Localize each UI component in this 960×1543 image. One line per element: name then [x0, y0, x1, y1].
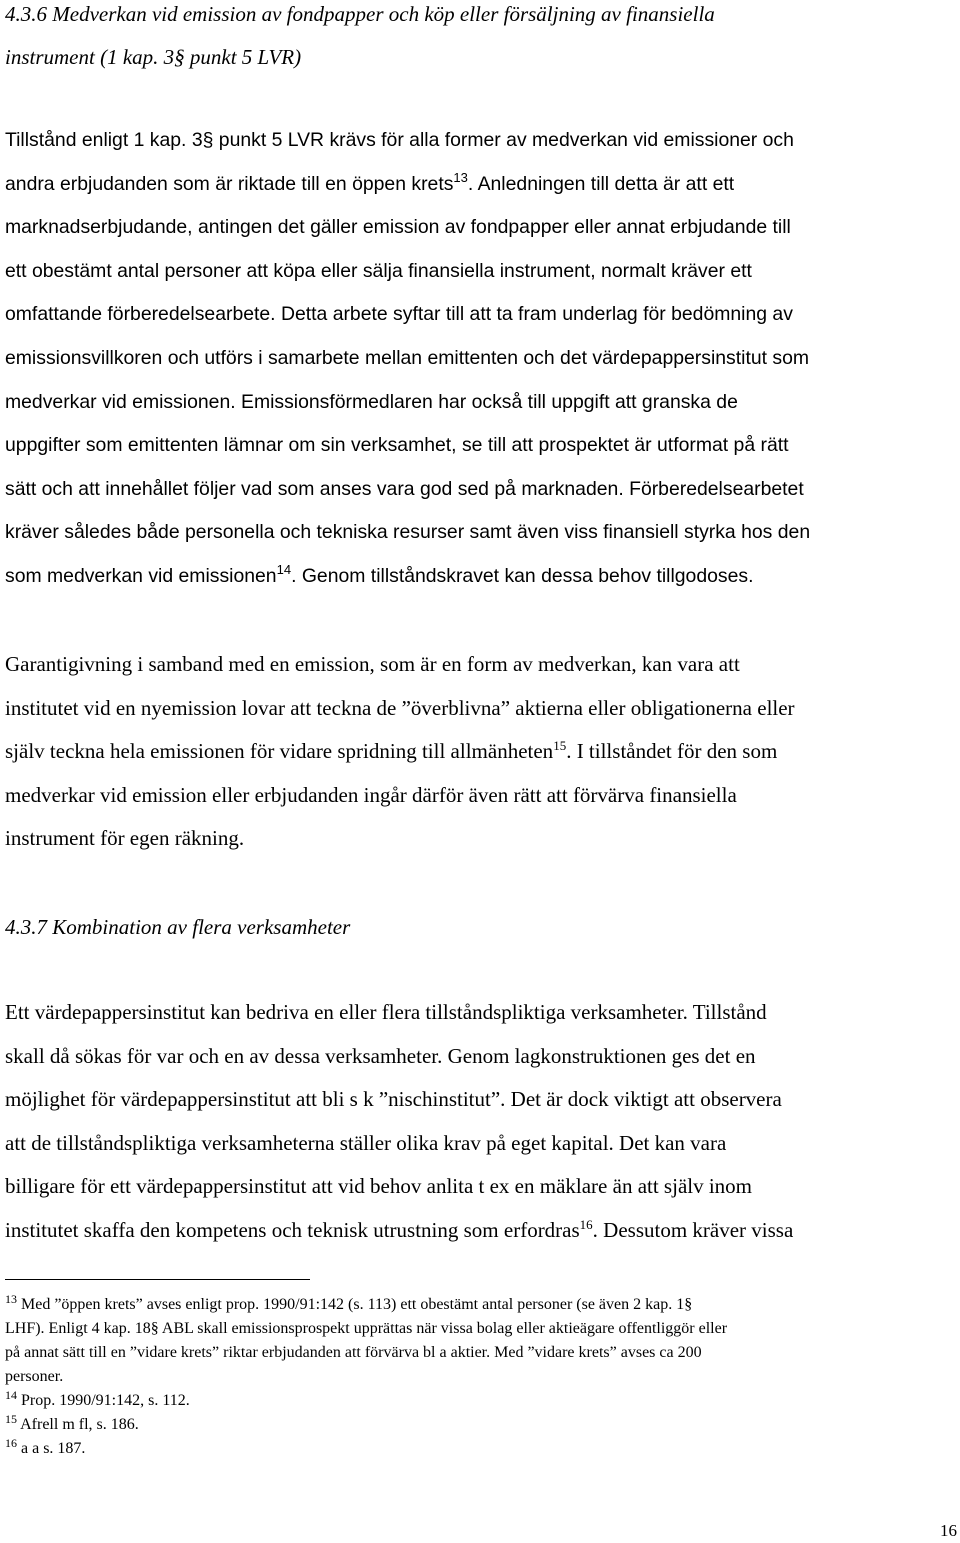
footnote-text: Afrell m fl, s. 186.: [17, 1416, 139, 1433]
text-segment: andra erbjudanden som är riktade till en öppen krets: [5, 172, 454, 195]
section-heading-4-3-6: [5, 0, 955, 79]
paragraph-emission-permit: [5, 119, 960, 599]
section-heading-4-3-7: [5, 906, 955, 949]
text-line: ett obestämt antal personer att köpa eller sälja finansiella instrument, normalt kräver ett: [5, 259, 752, 282]
paragraph-combination: [5, 991, 960, 1253]
page-number: [940, 1521, 957, 1541]
footnote-number: 16: [5, 1436, 17, 1450]
heading-line: 4.3.7 Kombination av flera verksamheter: [5, 915, 351, 939]
text-segment: som medverkan vid emissionen: [5, 564, 277, 587]
text-segment: . I tillståndet för den som: [566, 739, 778, 764]
text-line: institutet vid en nyemission lovar att teckna de ”överblivna” aktierna eller obligationerna eller: [5, 695, 795, 720]
text-line: Tillstånd enligt 1 kap. 3§ punkt 5 LVR krävs för alla former av medverkan vid emissioner och: [5, 129, 794, 151]
text-line: möjlighet för värdepappersinstitut att bli s k ”nischinstitut”. Det är dock viktigt att observera: [5, 1087, 782, 1112]
footnote-15: [5, 1413, 955, 1437]
footnote-ref-14: 14: [276, 561, 292, 577]
footnote-14: [5, 1389, 955, 1413]
footnotes: [5, 1293, 955, 1461]
footnote-separator: [5, 1279, 310, 1280]
text-line: Garantigivning i samband med en emission, som är en form av medverkan, kan vara att: [5, 652, 740, 676]
heading-line: 4.3.6 Medverkan vid emission av fondpapper och köp eller försäljning av finansiella: [5, 2, 715, 26]
text-line: Ett värdepappersinstitut kan bedriva en eller flera tillståndspliktiga verksamheter. Tillstånd: [5, 1000, 767, 1024]
footnote-number: 15: [5, 1412, 17, 1426]
page-number-text: 16: [940, 1521, 957, 1540]
footnote-ref-16: 16: [579, 1216, 593, 1232]
footnote-text: Prop. 1990/91:142, s. 112.: [17, 1392, 190, 1409]
text-segment: . Anledningen till detta är att ett: [467, 172, 735, 195]
footnote-text: Med ”öppen krets” avses enligt prop. 1990/91:142 (s. 113) ett obestämt antal personer (se även 2 kap. 1§: [17, 1296, 693, 1313]
text-line: [5, 163, 960, 207]
paragraph-guarantee: [5, 643, 960, 861]
text-line: billigare för ett värdepappersinstitut att vid behov anlita t ex en mäklare än att själv inom: [5, 1174, 753, 1199]
footnote-13-line: på annat sätt till en ”vidare krets” riktar erbjudanden att förvärva bl a aktier. Med ”vidare krets” avses ca 200: [5, 1344, 702, 1361]
footnote-13: [5, 1293, 955, 1317]
text-line: medverkar vid emission eller erbjudanden ingår därför även rätt att förvärva finansiella: [5, 782, 737, 807]
text-line: instrument för egen räkning.: [5, 826, 245, 851]
text-line: [5, 555, 960, 599]
text-line: kräver således både personella och tekniska resurser samt även viss finansiell styrka hos den: [5, 521, 811, 544]
footnote-13-line: personer.: [5, 1368, 64, 1385]
heading-line: instrument (1 kap. 3§ punkt 5 LVR): [5, 45, 302, 69]
text-line: sätt och att innehållet följer vad som anses vara god sed på marknaden. Förberedelsearbetet: [5, 477, 804, 500]
text-segment: institutet skaffa den kompetens och teknisk utrustning som erfordras: [5, 1217, 580, 1242]
text-line: att de tillståndspliktiga verksamheterna ställer olika krav på eget kapital. Det kan vara: [5, 1130, 727, 1155]
footnote-number: 14: [5, 1388, 17, 1402]
footnote-ref-13: 13: [453, 169, 468, 185]
text-line: [5, 730, 960, 774]
footnote-text: a a s. 187.: [17, 1440, 86, 1457]
text-line: emissionsvillkoren och utförs i samarbete mellan emittenten och det värdepappersinstitut som: [5, 346, 810, 369]
footnote-ref-15: 15: [553, 738, 567, 754]
text-line: [5, 1209, 960, 1253]
text-line: medverkar vid emissionen. Emissionsförmedlaren har också till uppgift att granska de: [5, 390, 738, 413]
footnote-16: [5, 1437, 955, 1461]
text-line: skall då sökas för var och en av dessa verksamheter. Genom lagkonstruktionen ges det en: [5, 1043, 756, 1068]
footnote-number: 13: [5, 1292, 17, 1306]
text-segment: själv teckna hela emissionen för vidare spridning till allmänheten: [5, 739, 554, 764]
text-line: uppgifter som emittenten lämnar om sin verksamhet, se till att prospektet är utformat på rätt: [5, 434, 789, 457]
text-line: omfattande förberedelsearbete. Detta arbete syftar till att ta fram underlag för bedömning av: [5, 303, 793, 326]
text-segment: . Genom tillståndskravet kan dessa behov tillgodoses.: [291, 564, 754, 587]
text-line: marknadserbjudande, antingen det gäller emission av fondpapper eller annat erbjudande till: [5, 216, 791, 239]
footnote-13-line: LHF). Enligt 4 kap. 18§ ABL skall emissionsprospekt upprättas när vissa bolag eller aktieägare offentliggör eller: [5, 1320, 728, 1337]
text-segment: . Dessutom kräver vissa: [592, 1217, 794, 1242]
